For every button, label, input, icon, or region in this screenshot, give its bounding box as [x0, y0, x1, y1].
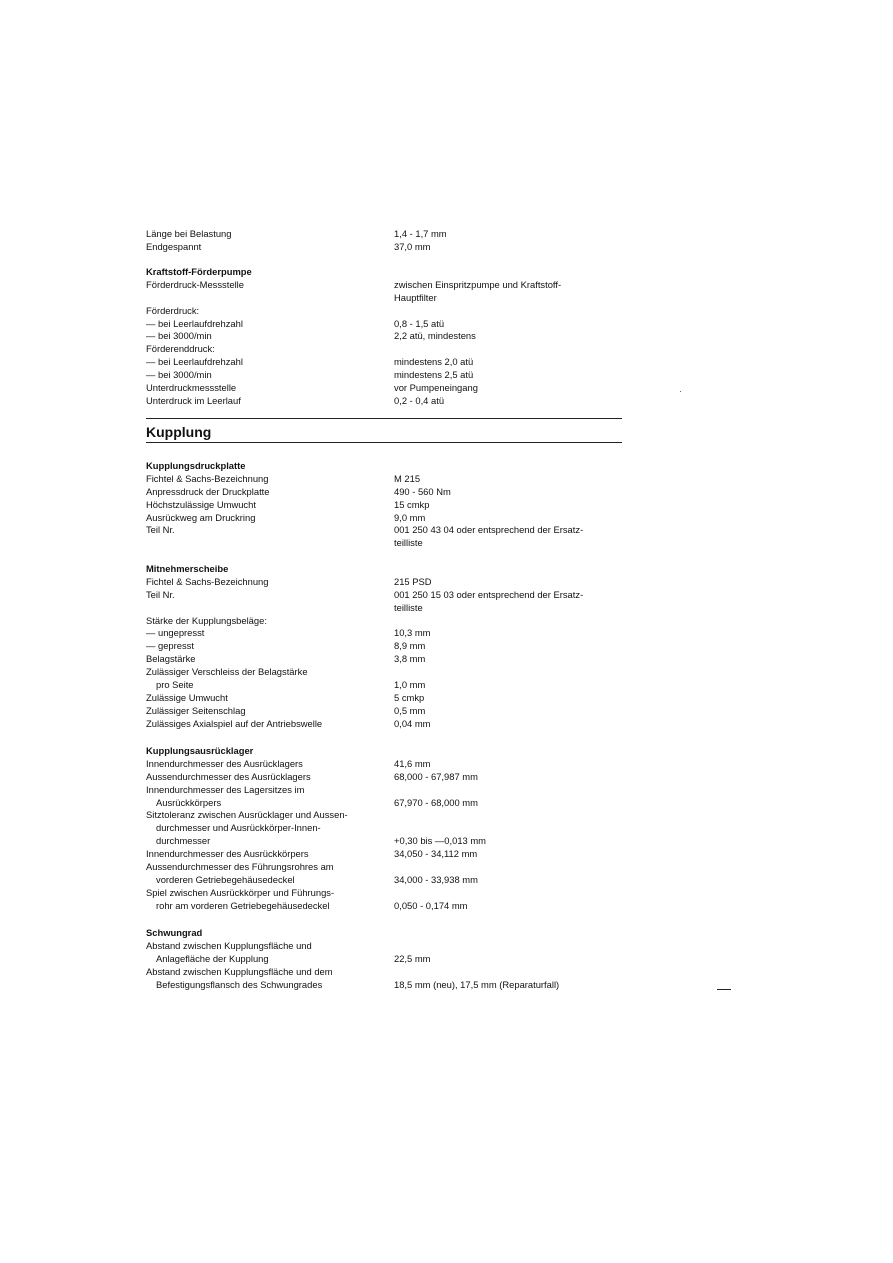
- spec-value: mindestens 2,0 atü: [394, 356, 474, 368]
- spec-value: 490 - 560 Nm: [394, 485, 451, 497]
- spec-row: [146, 382, 626, 395]
- spec-row: [146, 524, 626, 537]
- pressure-plate-rows: [146, 473, 626, 550]
- spec-row: [146, 900, 626, 913]
- spec-value: 0,04 mm: [394, 717, 431, 729]
- spec-row: [146, 537, 626, 550]
- spec-value: 0,2 - 0,4 atü: [394, 394, 445, 406]
- spec-value: 0,8 - 1,5 atü: [394, 317, 445, 329]
- spec-label: Länge bei Belastung: [146, 228, 232, 239]
- spec-value: mindestens 2,5 atü: [394, 369, 474, 381]
- spec-label: Aussendurchmesser des Ausrücklagers: [146, 770, 311, 782]
- spec-row: [146, 473, 626, 486]
- spec-label: Innendurchmesser des Ausrückkörpers: [146, 848, 309, 860]
- spec-value: 5 cmkp: [394, 691, 425, 703]
- pressure-plate-block: [146, 460, 626, 550]
- spec-row: [146, 809, 626, 822]
- spec-row: [146, 653, 626, 666]
- spec-value: 9,0 mm: [394, 511, 426, 523]
- spec-row: [146, 330, 626, 343]
- spec-row: [146, 627, 626, 640]
- spec-label: Befestigungsflansch des Schwungrades: [156, 978, 323, 990]
- spec-value: 18,5 mm (neu), 17,5 mm (Reparaturfall): [394, 978, 560, 990]
- spec-row: [146, 784, 626, 797]
- spec-value: 8,9 mm: [394, 640, 426, 652]
- spec-label: Unterdruckmessstelle: [146, 382, 237, 394]
- spec-row: [146, 887, 626, 900]
- spec-value: 215 PSD: [394, 575, 432, 587]
- spec-row: [146, 797, 626, 810]
- spec-row: [146, 576, 626, 589]
- spec-row: [146, 940, 626, 953]
- spec-label: durchmesser: [156, 835, 211, 847]
- spec-row: [146, 861, 626, 874]
- spec-row: [146, 953, 626, 966]
- spec-label: Anpressdruck der Druckplatte: [146, 485, 270, 497]
- spec-value: 3,8 mm: [394, 653, 426, 665]
- spec-value: 37,0 mm: [394, 240, 431, 252]
- spec-value: 34,000 - 33,938 mm: [394, 873, 478, 885]
- spec-label: Abstand zwischen Kupplungsfläche und: [146, 939, 312, 951]
- spec-label: — bei Leerlaufdrehzahl: [146, 356, 243, 368]
- spec-label: pro Seite: [156, 679, 194, 691]
- spec-label: Fichtel & Sachs-Bezeichnung: [146, 575, 269, 587]
- spring-spec-block: [146, 228, 626, 254]
- spec-label: Zulässiger Seitenschlag: [146, 704, 246, 716]
- spec-value: 001 250 15 03 oder entsprechend der Ersatz-: [394, 588, 584, 600]
- spec-row: [146, 692, 626, 705]
- spec-value: 10,3 mm: [394, 627, 431, 639]
- spec-value: 68,000 - 67,987 mm: [394, 770, 478, 782]
- spec-row: [146, 822, 626, 835]
- driven-plate-block: [146, 563, 626, 731]
- spec-row: [146, 589, 626, 602]
- spec-label: Anlagefläche der Kupplung: [156, 952, 269, 964]
- spec-label: Belagstärke: [146, 653, 196, 665]
- spec-value: 1,0 mm: [394, 679, 426, 691]
- spec-value: 15 cmkp: [394, 498, 430, 510]
- section-rule-top: [146, 418, 622, 419]
- spec-row: [146, 848, 626, 861]
- spec-value: M 215: [394, 472, 421, 484]
- spec-label: Förderdruck-Messstelle: [146, 278, 244, 290]
- spec-value: 0,5 mm: [394, 704, 426, 716]
- spec-label: — bei 3000/min: [146, 330, 212, 342]
- spec-row: [146, 305, 626, 318]
- fuel-pump-rows: [146, 279, 626, 408]
- spec-label: — gepresst: [146, 640, 194, 652]
- spec-row: [146, 499, 626, 512]
- spec-label: Zulässiger Verschleiss der Belagstärke: [146, 666, 308, 678]
- release-bearing-heading: Kupplungsausrücklager: [146, 745, 254, 756]
- spec-label: Teil Nr.: [146, 588, 175, 600]
- spec-value: +0,30 bis —0,013 mm: [394, 835, 486, 847]
- spec-value: 34,050 - 34,112 mm: [394, 848, 478, 860]
- spec-value: 22,5 mm: [394, 952, 431, 964]
- spec-label: — bei 3000/min: [146, 369, 212, 381]
- flywheel-block: [146, 927, 626, 991]
- spec-row: [146, 356, 626, 369]
- margin-dash-mark: [717, 989, 731, 990]
- spec-value: teilliste: [394, 601, 423, 613]
- driven-plate-rows: [146, 576, 626, 731]
- spec-label: Innendurchmesser des Lagersitzes im: [146, 783, 305, 795]
- spec-label: — bei Leerlaufdrehzahl: [146, 317, 243, 329]
- release-bearing-rows: [146, 758, 626, 913]
- spec-label: Teil Nr.: [146, 524, 175, 536]
- spec-label: durchmesser und Ausrückkörper-Innen-: [156, 822, 321, 834]
- spec-row: [146, 369, 626, 382]
- spec-label: Höchstzulässige Umwucht: [146, 498, 256, 510]
- spec-label: Zulässige Umwucht: [146, 691, 228, 703]
- flywheel-heading: Schwungrad: [146, 927, 203, 938]
- section-title: Kupplung: [146, 424, 212, 440]
- spec-row: [146, 343, 626, 356]
- spec-row: [146, 874, 626, 887]
- spec-label: Aussendurchmesser des Führungsrohres am: [146, 861, 334, 873]
- spec-label: — ungepresst: [146, 627, 205, 639]
- spec-row: [146, 979, 626, 992]
- spec-label: Innendurchmesser des Ausrücklagers: [146, 757, 303, 769]
- spec-value: 001 250 43 04 oder entsprechend der Ersatz-: [394, 524, 584, 536]
- spec-value: 1,4 - 1,7 mm: [394, 228, 447, 239]
- spec-label: Sitztoleranz zwischen Ausrücklager und Aussen-: [146, 809, 348, 821]
- spec-value: 2,2 atü, mindestens: [394, 330, 476, 342]
- spec-row: [146, 615, 626, 628]
- spec-label: Förderenddruck:: [146, 343, 215, 355]
- release-bearing-block: [146, 745, 626, 913]
- spec-label: Unterdruck im Leerlauf: [146, 394, 241, 406]
- spec-row: [146, 395, 626, 408]
- spec-row: [146, 705, 626, 718]
- margin-dot-mark: [680, 391, 681, 392]
- spec-row: [146, 679, 626, 692]
- spec-label: Endgespannt: [146, 240, 202, 252]
- spec-row: [146, 771, 626, 784]
- driven-plate-heading: Mitnehmerscheibe: [146, 563, 229, 574]
- flywheel-rows: [146, 940, 626, 992]
- spec-row: [146, 640, 626, 653]
- spec-row: [146, 292, 626, 305]
- spec-value: teilliste: [394, 537, 423, 549]
- spec-label: Ausrückkörpers: [156, 796, 222, 808]
- section-rule-bottom: [146, 442, 622, 443]
- spec-label: Stärke der Kupplungsbeläge:: [146, 614, 267, 626]
- spec-label: Fichtel & Sachs-Bezeichnung: [146, 472, 269, 484]
- spec-row: [146, 279, 626, 292]
- spec-value: 41,6 mm: [394, 757, 431, 769]
- spec-label: vorderen Getriebegehäusedeckel: [156, 873, 295, 885]
- spec-row: [146, 241, 626, 254]
- spec-value: 67,970 - 68,000 mm: [394, 796, 478, 808]
- pressure-plate-heading: Kupplungsdruckplatte: [146, 460, 246, 471]
- spec-label: Spiel zwischen Ausrückkörper und Führungs-: [146, 886, 335, 898]
- spec-label: rohr am vorderen Getriebegehäusedeckel: [156, 899, 330, 911]
- spec-row: [146, 512, 626, 525]
- spec-value: Hauptfilter: [394, 291, 437, 303]
- spec-row: [146, 758, 626, 771]
- spec-value: zwischen Einspritzpumpe und Kraftstoff-: [394, 278, 562, 290]
- spec-label: Zulässiges Axialspiel auf der Antriebswelle: [146, 717, 323, 729]
- spec-value: vor Pumpeneingang: [394, 382, 478, 394]
- spec-row: [146, 666, 626, 679]
- spec-label: Abstand zwischen Kupplungsfläche und dem: [146, 965, 333, 977]
- spec-row: [146, 486, 626, 499]
- fuel-pump-block: [146, 266, 626, 408]
- spec-row: [146, 966, 626, 979]
- spec-row: [146, 318, 626, 331]
- spec-label: Förderdruck:: [146, 304, 200, 316]
- spec-label: Ausrückweg am Druckring: [146, 511, 256, 523]
- spec-row: [146, 602, 626, 615]
- spec-value: 0,050 - 0,174 mm: [394, 899, 468, 911]
- fuel-pump-heading: Kraftstoff-Förderpumpe: [146, 266, 252, 277]
- spec-row: [146, 718, 626, 731]
- spec-row: [146, 228, 626, 241]
- spec-row: [146, 835, 626, 848]
